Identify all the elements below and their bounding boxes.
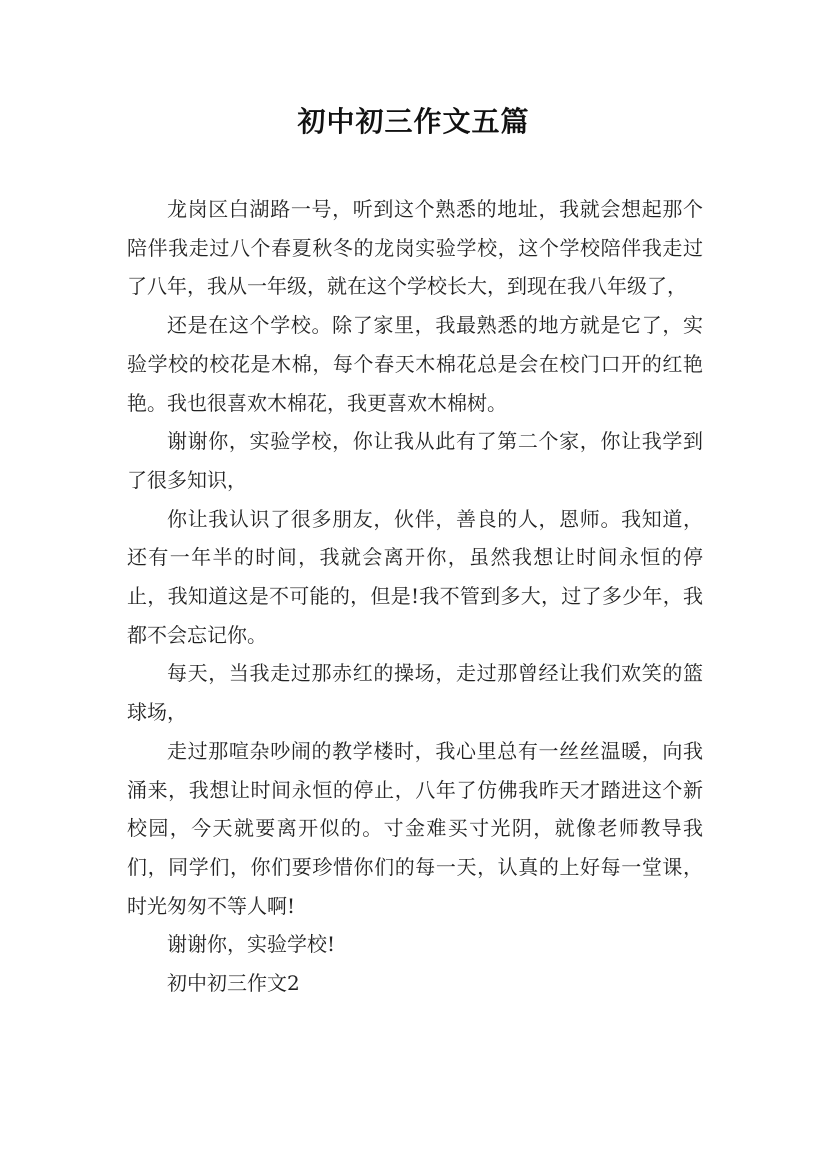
paragraph-5: 每天，当我走过那赤红的操场，走过那曾经让我们欢笑的篮球场，	[127, 661, 703, 725]
paragraph-1: 龙岗区白湖路一号，听到这个熟悉的地址，我就会想起那个陪伴我走过八个春夏秋冬的龙岗实验学校，这个学校陪伴我走过了八年，我从一年级，就在这个学校长大，到现在我八年级了，	[127, 197, 703, 299]
paragraph-3: 谢谢你，实验学校，你让我从此有了第二个家，你让我学到了很多知识，	[127, 429, 703, 492]
paragraph-6: 走过那喧杂吵闹的教学楼时，我心里总有一丝丝温暖，向我涌来，我想让时间永恒的停止，八年了仿佛我昨天才踏进这个新校园，今天就要离开似的。寸金难买寸光阴，就像老师教导我们，同学们，你们要珍惜你们的每一天，认真的上好每一堂课，时光匆匆不等人啊!	[127, 738, 703, 918]
document-title: 初中初三作文五篇	[297, 105, 530, 138]
document-body	[127, 190, 703, 1003]
paragraph-4: 你让我认识了很多朋友，伙伴，善良的人，恩师。我知道，还有一年半的时间，我就会离开你，虽然我想让时间永恒的停止，我知道这是不可能的，但是!我不管到多大，过了多少年，我都不会忘记你。	[127, 506, 703, 647]
section-heading-essay-2: 初中初三作文2	[167, 971, 300, 996]
paragraph-2: 还是在这个学校。除了家里，我最熟悉的地方就是它了，实验学校的校花是木棉，每个春天木棉花总是会在校门口开的红艳艳。我也很喜欢木棉花，我更喜欢木棉树。	[127, 313, 703, 415]
paragraph-7: 谢谢你，实验学校!	[167, 932, 336, 957]
